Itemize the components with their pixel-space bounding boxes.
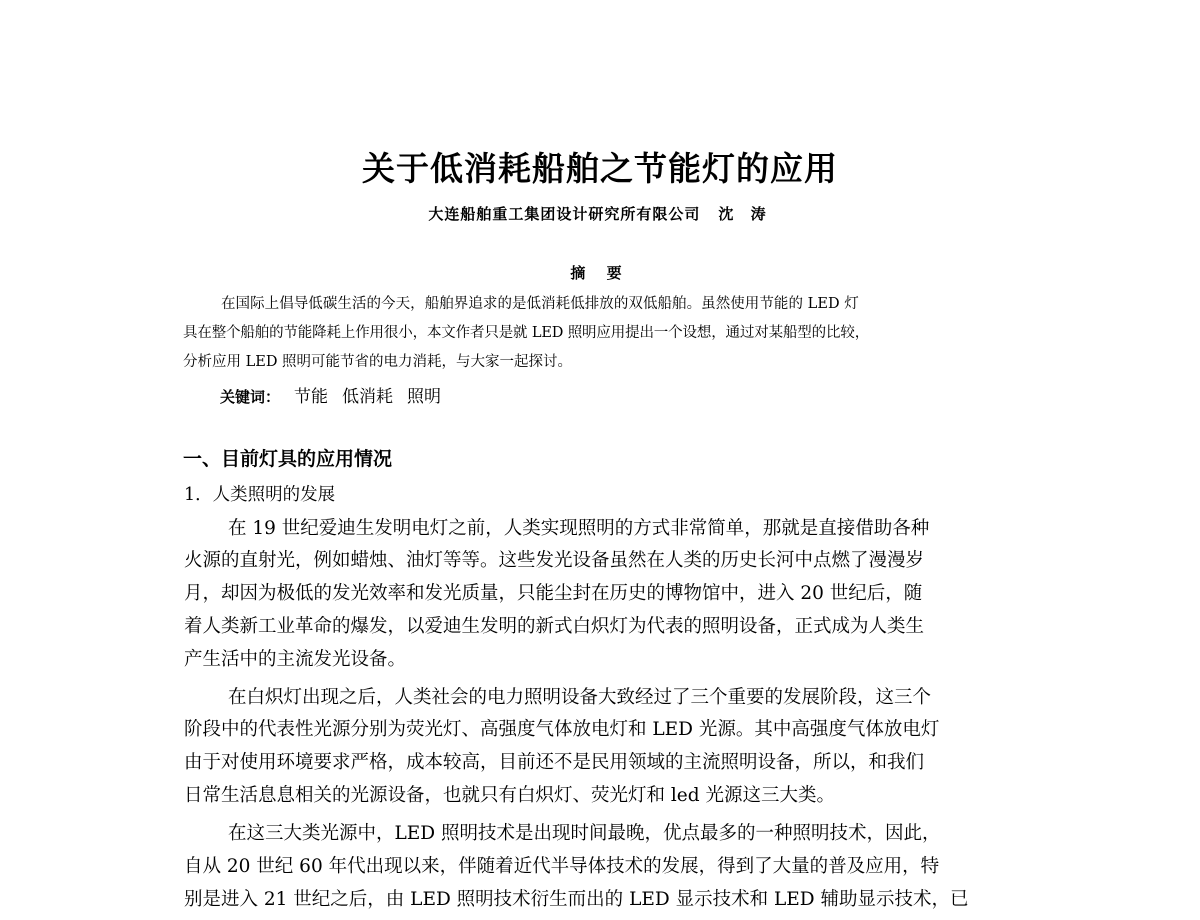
subsection-heading: 1．人类照明的发展 bbox=[184, 485, 336, 505]
body-line: 在 19 世纪爱迪生发明电灯之前，人类实现照明的方式非常简单，那就是直接借助各种 bbox=[228, 518, 930, 539]
body-line: 着人类新工业革命的爆发，以爱迪生发明的新式白炽灯为代表的照明设备，正式成为人类生 bbox=[184, 616, 925, 637]
body-line: 月，却因为极低的发光效率和发光质量，只能尘封在历史的博物馆中，进入 20 世纪后，随 bbox=[184, 583, 923, 604]
body-line: 日常生活息息相关的光源设备，也就只有白炽灯、荧光灯和 led 光源这三大类。 bbox=[184, 785, 835, 806]
section-heading: 一、目前灯具的应用情况 bbox=[183, 448, 393, 470]
abstract-heading: 摘 要 bbox=[570, 264, 630, 282]
body-line: 火源的直射光，例如蜡烛、油灯等等。这些发光设备虽然在人类的历史长河中点燃了漫漫岁 bbox=[184, 550, 925, 571]
author-name: 沈 涛 bbox=[718, 205, 772, 223]
abstract-line: 分析应用 LED 照明可能节省的电力消耗，与大家一起探讨。 bbox=[183, 354, 573, 370]
paper-title: 关于低消耗船舶之节能灯的应用 bbox=[362, 149, 838, 188]
keywords bbox=[220, 382, 441, 407]
body-line: 在这三大类光源中，LED 照明技术是出现时间最晚，优点最多的一种照明技术，因此， bbox=[228, 823, 941, 844]
keyword: 节能 bbox=[294, 387, 329, 407]
keyword: 低消耗 bbox=[342, 387, 394, 407]
body-line: 阶段中的代表性光源分别为荧光灯、高强度气体放电灯和 LED 光源。其中高强度气体放电灯 bbox=[184, 719, 940, 740]
author-affiliation: 大连船舶重工集团设计研究所有限公司 bbox=[428, 205, 701, 223]
body-line: 由于对使用环境要求严格，成本较高，目前还不是民用领域的主流照明设备，所以，和我们 bbox=[184, 752, 925, 773]
abstract-line: 具在整个船舶的节能降耗上作用很小，本文作者只是就 LED 照明应用提出一个设想，通过对某船型的比较， bbox=[183, 325, 870, 341]
body-line: 在白炽灯出现之后，人类社会的电力照明设备大致经过了三个重要的发展阶段，这三个 bbox=[228, 687, 932, 708]
author-line bbox=[0, 203, 1200, 224]
body-line: 自从 20 世纪 60 年代出现以来，伴随着近代半导体技术的发展，得到了大量的普及应用，特 bbox=[184, 856, 940, 877]
body-line: 产生活中的主流发光设备。 bbox=[184, 649, 407, 670]
abstract-line: 在国际上倡导低碳生活的今天，船舶界追求的是低消耗低排放的双低船舶。虽然使用节能的 LED 灯 bbox=[221, 296, 859, 312]
keywords-label: 关键词： bbox=[220, 388, 281, 406]
keyword: 照明 bbox=[407, 387, 442, 407]
body-line: 别是进入 21 世纪之后，由 LED 照明技术衍生而出的 LED 显示技术和 LED 辅助显示技术，已 bbox=[184, 889, 969, 910]
